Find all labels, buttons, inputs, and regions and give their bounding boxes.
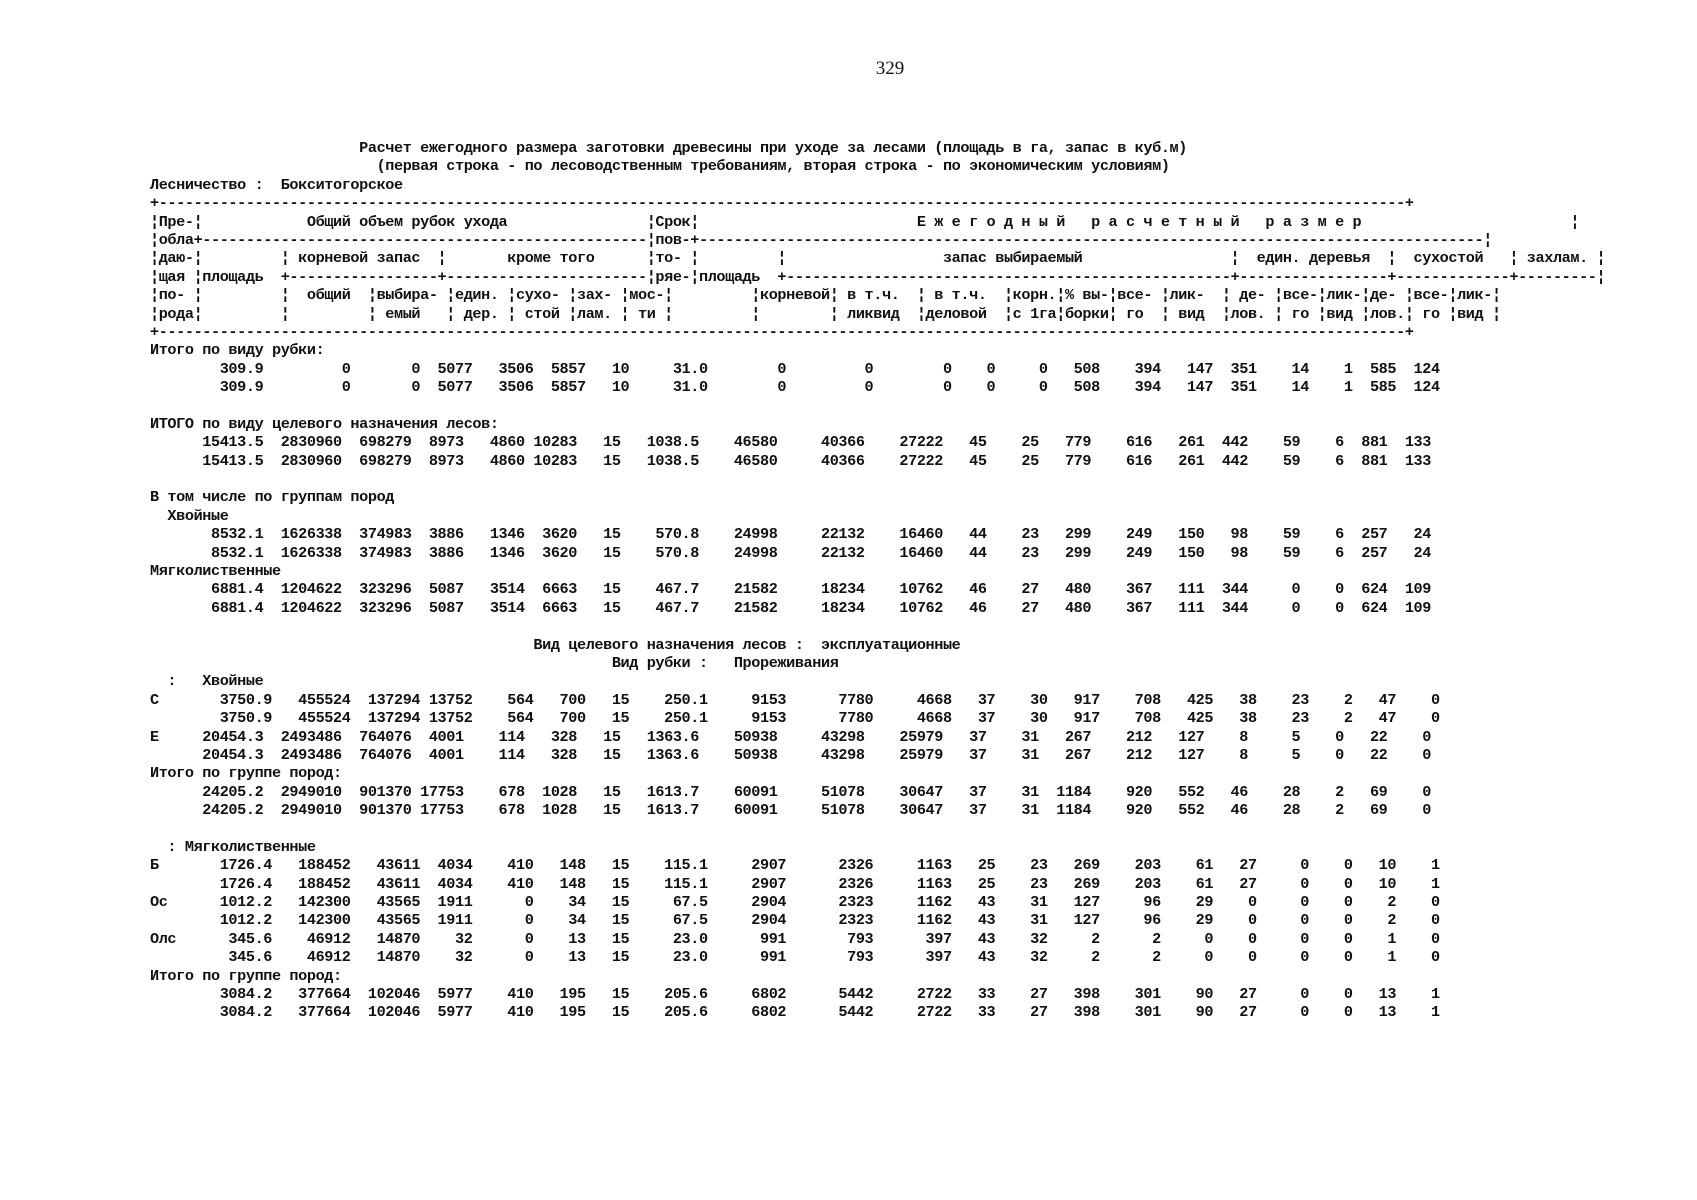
report-line: Е 20454.3 2493486 764076 4001 114 328 15 1363.6 50938 43298 25979 37 31 267 212 127 8 5 0 22 0 bbox=[150, 727, 1431, 746]
report-line: 8532.1 1626338 374983 3886 1346 3620 15 570.8 24998 22132 16460 44 23 299 249 150 98 59 6 257 24 bbox=[150, 543, 1431, 562]
report-line: Хвойные bbox=[150, 506, 229, 525]
report-line: +-----------------------------------------------------------------------------------------------------------------------------------------------+ bbox=[150, 194, 1414, 213]
report-line: Итого по виду рубки: bbox=[150, 341, 325, 360]
report-line: 24205.2 2949010 901370 17753 678 1028 15 1613.7 60091 51078 30647 37 31 1184 920 552 46 28 2 69 0 bbox=[150, 782, 1431, 801]
report-line: Вид рубки : Прореживания bbox=[150, 653, 839, 672]
report-line: 24205.2 2949010 901370 17753 678 1028 15 1613.7 60091 51078 30647 37 31 1184 920 552 46 28 2 69 0 bbox=[150, 801, 1431, 820]
report-line: Итого по группе пород: bbox=[150, 966, 342, 985]
report-line: Олс 345.6 46912 14870 32 0 13 15 23.0 991 793 397 43 32 2 2 0 0 0 0 1 0 bbox=[150, 929, 1440, 948]
report-line: Вид целевого назначения лесов : эксплуатационные bbox=[150, 635, 961, 654]
report-line: 309.9 0 0 5077 3506 5857 10 31.0 0 0 0 0 0 508 394 147 351 14 1 585 124 bbox=[150, 378, 1440, 397]
report-line: В том числе по группам пород bbox=[150, 488, 394, 507]
report-line: Итого по группе пород: bbox=[150, 764, 342, 783]
report-line: 309.9 0 0 5077 3506 5857 10 31.0 0 0 0 0 0 508 394 147 351 14 1 585 124 bbox=[150, 359, 1440, 378]
report-line: Расчет ежегодного размера заготовки древесины при уходе за лесами (площадь в га, запас в куб.м) bbox=[150, 139, 1187, 157]
report-line: ИТОГО по виду целевого назначения лесов: bbox=[150, 414, 499, 433]
report-line: 3084.2 377664 102046 5977 410 195 15 205.6 6802 5442 2722 33 27 398 301 90 27 0 0 13 1 bbox=[150, 984, 1440, 1003]
report-line bbox=[150, 470, 1605, 488]
report-line: ¦даю-¦ ¦ корневой запас ¦ кроме того ¦то- ¦ ¦ запас выбираемый ¦ един. деревья ¦ сухостой ¦ захлам. ¦ bbox=[150, 249, 1606, 268]
report-line: : Хвойные bbox=[150, 672, 264, 691]
report-line: 1012.2 142300 43565 1911 0 34 15 67.5 2904 2323 1162 43 31 127 96 29 0 0 0 2 0 bbox=[150, 911, 1440, 930]
report-line: 15413.5 2830960 698279 8973 4860 10283 15 1038.5 46580 40366 27222 45 25 779 616 261 442 59 6 881 133 bbox=[150, 451, 1431, 470]
page-number: 329 bbox=[875, 58, 905, 79]
report-line: Ос 1012.2 142300 43565 1911 0 34 15 67.5 2904 2323 1162 43 31 127 96 29 0 0 0 2 0 bbox=[150, 893, 1440, 912]
report-line: Б 1726.4 188452 43611 4034 410 148 15 115.1 2907 2326 1163 25 23 269 203 61 27 0 0 10 1 bbox=[150, 856, 1440, 875]
report-line bbox=[150, 819, 1605, 837]
report-line: 345.6 46912 14870 32 0 13 15 23.0 991 793 397 43 32 2 2 0 0 0 0 1 0 bbox=[150, 948, 1440, 967]
report-line bbox=[150, 617, 1605, 635]
report-line: 3084.2 377664 102046 5977 410 195 15 205.6 6802 5442 2722 33 27 398 301 90 27 0 0 13 1 bbox=[150, 1003, 1440, 1022]
report-line: ¦щая ¦площадь +-----------------+-----------------------¦ряе-¦площадь +---------------------------------------------------+-----------------+-------------+---------¦ bbox=[150, 267, 1606, 286]
report-line: ¦рода¦ ¦ ¦ емый ¦ дер. ¦ стой ¦лам. ¦ ти ¦ ¦ ¦ ликвид ¦деловой ¦с 1га¦борки¦ го ¦ вид ¦лов. ¦ го ¦вид ¦лов.¦ го ¦вид ¦ bbox=[150, 304, 1501, 323]
report-line bbox=[150, 396, 1605, 414]
report-line: 6881.4 1204622 323296 5087 3514 6663 15 467.7 21582 18234 10762 46 27 480 367 111 344 0 0 624 109 bbox=[150, 580, 1431, 599]
report-line: : Мягколиственные bbox=[150, 837, 316, 856]
report-line: 6881.4 1204622 323296 5087 3514 6663 15 467.7 21582 18234 10762 46 27 480 367 111 344 0 0 624 109 bbox=[150, 598, 1431, 617]
report-line: ¦Пре-¦ Общий объем рубок ухода ¦Срок¦ Е ж е г о д н ы й р а с ч е т н ы й р а з м е р ¦ bbox=[150, 212, 1580, 231]
report-line: Мягколиственные bbox=[150, 561, 281, 580]
report-line: ¦обла+---------------------------------------------------¦пов-+------------------------------------------------------------------------------------------¦ bbox=[150, 230, 1492, 249]
report-line: 8532.1 1626338 374983 3886 1346 3620 15 570.8 24998 22132 16460 44 23 299 249 150 98 59 6 257 24 bbox=[150, 525, 1431, 544]
report-line: Лесничество : Бокситогорское bbox=[150, 175, 403, 194]
report-line: ¦по- ¦ ¦ общий ¦выбира- ¦един. ¦сухо- ¦зах- ¦мос-¦ ¦корневой¦ в т.ч. ¦ в т.ч. ¦корн.¦% вы-¦все- ¦лик- ¦ де- ¦все-¦лик-¦де- ¦все-¦лик-¦ bbox=[150, 286, 1501, 305]
report-line: 20454.3 2493486 764076 4001 114 328 15 1363.6 50938 43298 25979 37 31 267 212 127 8 5 0 22 0 bbox=[150, 745, 1431, 764]
report-line: (первая строка - по лесоводственным требованиям, вторая строка - по экономическим условиям) bbox=[150, 157, 1170, 176]
report-table bbox=[150, 139, 1605, 1022]
report-line: 15413.5 2830960 698279 8973 4860 10283 15 1038.5 46580 40366 27222 45 25 779 616 261 442 59 6 881 133 bbox=[150, 433, 1431, 452]
report-line: +-----------------------------------------------------------------------------------------------------------------------------------------------+ bbox=[150, 322, 1414, 341]
report-line: 1726.4 188452 43611 4034 410 148 15 115.1 2907 2326 1163 25 23 269 203 61 27 0 0 10 1 bbox=[150, 874, 1440, 893]
report-line: 3750.9 455524 137294 13752 564 700 15 250.1 9153 7780 4668 37 30 917 708 425 38 23 2 47 0 bbox=[150, 709, 1440, 728]
report-line: С 3750.9 455524 137294 13752 564 700 15 250.1 9153 7780 4668 37 30 917 708 425 38 23 2 47 0 bbox=[150, 690, 1440, 709]
